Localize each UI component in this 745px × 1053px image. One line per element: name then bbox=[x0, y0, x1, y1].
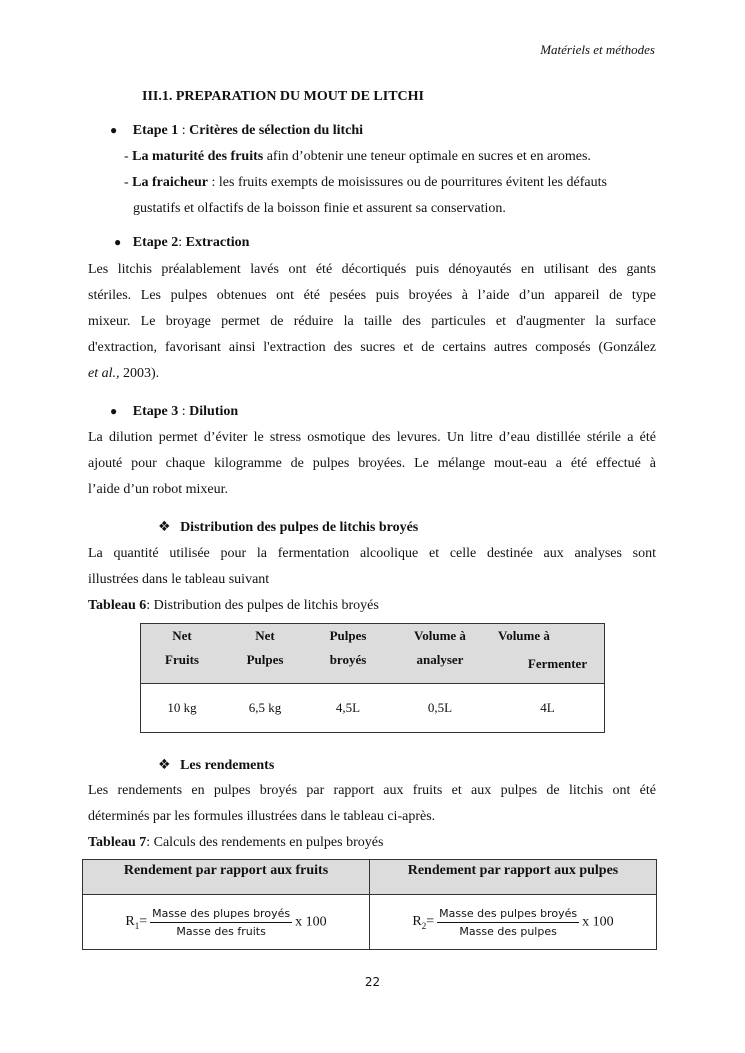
header-line: Fruits bbox=[165, 652, 199, 667]
fraction-denominator: Masse des fruits bbox=[176, 924, 266, 938]
etape2-label: Etape 2 bbox=[132, 235, 179, 250]
header-cell bbox=[389, 624, 491, 684]
table-cell: 0,5L bbox=[427, 700, 453, 715]
table-cell: 10 kg bbox=[167, 700, 197, 715]
formula-symbol: R bbox=[412, 914, 422, 930]
bullet-icon: ● bbox=[110, 404, 118, 418]
diamond-bullet-icon: ❖ bbox=[158, 757, 171, 773]
table-distribution bbox=[140, 623, 605, 733]
header-cell bbox=[223, 624, 307, 684]
item-text: afin d’obtenir une teneur optimale en sucres et en aromes. bbox=[263, 149, 591, 164]
etape1-item-fraicheur: - La fraicheur : les fruits exempts de moisissures ou de pourritures évitent les défauts bbox=[124, 175, 607, 190]
formula-r1 bbox=[125, 914, 148, 932]
distribution-paragraph bbox=[88, 541, 656, 593]
etape1-item-fraicheur-cont: gustatifs et olfactifs de la boisson finie et assurent sa conservation. bbox=[133, 201, 506, 216]
paragraph-line: stériles. Les pulpes obtenues ont été pesées puis broyées à l’aide d’un appareil de type bbox=[88, 288, 656, 303]
header-cell bbox=[307, 624, 389, 684]
formula-cell-fruits bbox=[83, 895, 370, 950]
etape3-paragraph bbox=[88, 425, 656, 503]
citation-rest: 2003). bbox=[119, 366, 160, 381]
table-cell: 4L bbox=[540, 700, 555, 715]
diamond-bullet-icon: ❖ bbox=[158, 519, 171, 535]
table7-caption bbox=[88, 835, 383, 851]
table-row bbox=[141, 684, 605, 733]
table6-caption bbox=[88, 598, 379, 614]
header-cell bbox=[491, 624, 605, 684]
table-cell: 6,5 kg bbox=[248, 700, 282, 715]
etape1-label: Etape 1 bbox=[132, 123, 179, 138]
etape3-heading bbox=[110, 404, 238, 420]
paragraph-line: Les rendements en pulpes broyés par rapport aux fruits et aux pulpes de litchis ont été bbox=[88, 783, 656, 798]
paragraph-line: La dilution permet d’éviter le stress osmotique des levures. Un litre d’eau distillée stérile a été bbox=[88, 430, 656, 445]
header-line: Pulpes bbox=[246, 652, 284, 667]
item-text: : les fruits exempts de moisissures ou de pourritures évitent les défauts bbox=[208, 175, 607, 190]
formula-r2 bbox=[412, 914, 435, 932]
header-line: Net bbox=[172, 628, 192, 643]
header-line: analyser bbox=[416, 652, 464, 667]
table-rendements bbox=[82, 859, 657, 950]
section-title: III.1. PREPARATION DU MOUT DE LITCHI bbox=[142, 89, 424, 104]
running-header: Matériels et méthodes bbox=[540, 42, 655, 57]
fraction-denominator: Masse des pulpes bbox=[459, 924, 557, 938]
item-bold: La fraicheur bbox=[132, 175, 208, 190]
paragraph-line: illustrées dans le tableau suivant bbox=[88, 572, 270, 587]
bullet-icon: ● bbox=[114, 235, 122, 249]
etape2-paragraph bbox=[88, 257, 656, 387]
page-number: 22 bbox=[364, 975, 381, 989]
header-line: Pulpes bbox=[329, 628, 367, 643]
paragraph-line: ajouté pour chaque kilogramme de pulpes broyées. Le mélange mout-eau a été effectué à bbox=[88, 456, 656, 471]
etape1-title: Critères de sélection du litchi bbox=[189, 123, 364, 138]
distribution-title: Distribution des pulpes de litchis broyés bbox=[180, 520, 419, 535]
header-cell: Rendement par rapport aux fruits bbox=[83, 860, 370, 895]
table-cell: 4,5L bbox=[335, 700, 361, 715]
caption-text: : Distribution des pulpes de litchis broyés bbox=[146, 598, 379, 613]
table-header-row bbox=[141, 624, 605, 684]
bullet-icon: ● bbox=[110, 123, 118, 137]
fraction-numerator: Masse des plupes broyés bbox=[150, 907, 292, 923]
etape2-title: Extraction bbox=[185, 235, 250, 250]
header-cell: Rendement par rapport aux pulpes bbox=[370, 860, 657, 895]
etape3-label: Etape 3 bbox=[132, 404, 179, 419]
paragraph-line: Les litchis préalablement lavés ont été décortiqués puis dénoyautés en utilisant des gants bbox=[88, 262, 656, 277]
distribution-heading bbox=[158, 519, 418, 536]
paragraph-line bbox=[88, 361, 656, 387]
formula-equals: = bbox=[139, 914, 148, 930]
paragraph-line: La quantité utilisée pour la fermentation alcoolique et celle destinée aux analyses sont bbox=[88, 546, 656, 561]
citation-italic: et al., bbox=[88, 366, 120, 381]
header-line: Fermenter bbox=[527, 656, 588, 671]
etape1-sep: : bbox=[178, 123, 190, 138]
formula-symbol: R bbox=[125, 914, 135, 930]
header-line: Volume à bbox=[414, 628, 466, 643]
header-cell bbox=[141, 624, 224, 684]
formula-multiplier: x 100 bbox=[582, 914, 614, 930]
etape1-item-maturite: - La maturité des fruits afin d’obtenir une teneur optimale en sucres et en aromes. bbox=[124, 149, 591, 164]
table-header-row bbox=[83, 860, 657, 895]
header-line: Net bbox=[255, 628, 275, 643]
formula-subscript: 2 bbox=[421, 921, 427, 932]
etape2-sep: : bbox=[178, 235, 186, 250]
rendements-title: Les rendements bbox=[180, 758, 275, 773]
table-row bbox=[83, 895, 657, 950]
header-line: broyés bbox=[329, 652, 367, 667]
caption-label: Tableau 7 bbox=[88, 835, 147, 850]
header-line: Volume à bbox=[498, 628, 550, 643]
item-bold: La maturité des fruits bbox=[132, 149, 264, 164]
formula-equals: = bbox=[426, 914, 435, 930]
formula-cell-pulpes bbox=[370, 895, 657, 950]
paragraph-line: mixeur. Le broyage permet de réduire la taille des particules et d'augmenter la surface bbox=[88, 314, 656, 329]
rendements-paragraph bbox=[88, 778, 656, 830]
paragraph-line: d'extraction, favorisant ainsi l'extraction des sucres et de certains autres composés (González bbox=[88, 340, 656, 355]
caption-label: Tableau 6 bbox=[88, 598, 147, 613]
paragraph-line: déterminés par les formules illustrées dans le tableau ci-après. bbox=[88, 809, 436, 824]
formula-multiplier: x 100 bbox=[295, 914, 327, 930]
etape2-heading bbox=[114, 235, 249, 251]
rendements-heading bbox=[158, 757, 274, 774]
caption-text: : Calculs des rendements en pulpes broyés bbox=[146, 835, 384, 850]
fraction bbox=[437, 907, 579, 938]
etape1-heading bbox=[110, 123, 363, 139]
etape3-sep: : bbox=[178, 404, 190, 419]
fraction bbox=[150, 907, 292, 938]
paragraph-line: l’aide d’un robot mixeur. bbox=[88, 482, 228, 497]
formula-subscript: 1 bbox=[134, 921, 140, 932]
fraction-numerator: Masse des pulpes broyés bbox=[437, 907, 579, 923]
etape3-title: Dilution bbox=[189, 404, 239, 419]
